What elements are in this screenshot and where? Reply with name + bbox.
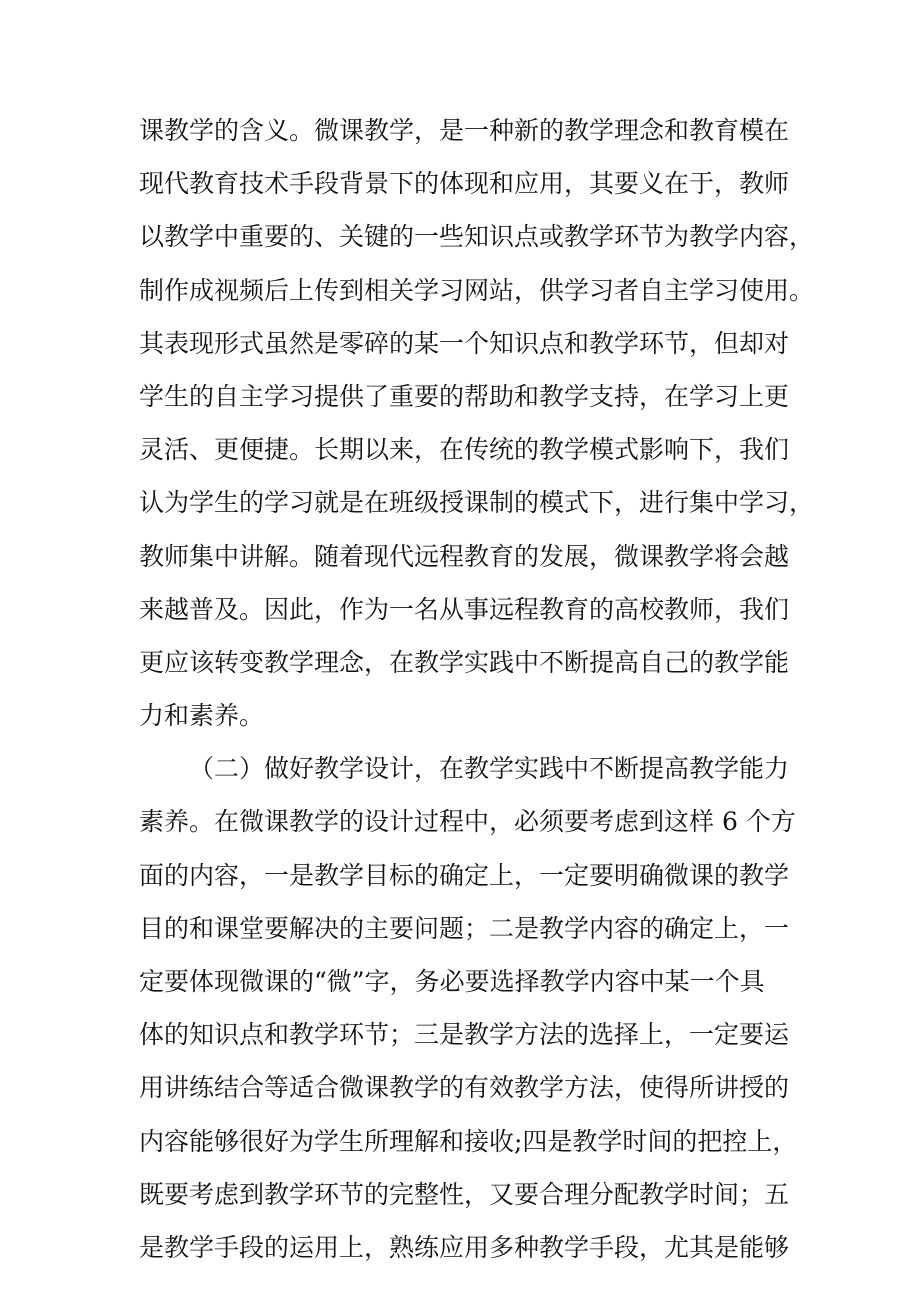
text-line: 用讲练结合等适合微课教学的有效教学方法，使得所讲授的	[139, 1073, 790, 1103]
body-text	[139, 104, 819, 1274]
text-line: 以教学中重要的、关键的一些知识点或教学环节为教学内容，	[139, 222, 815, 252]
text-line: 更应该转变教学理念，在教学实践中不断提高自己的教学能	[139, 647, 790, 677]
text-line: 内容能够很好为学生所理解和接收;四是教学时间的把控上，	[139, 1126, 798, 1156]
section-heading-line: （二）做好教学设计，在教学实践中不断提高教学能力	[189, 754, 790, 784]
text-line: 定要体现微课的“微”字，务必要选择教学内容中某一个具	[139, 967, 765, 996]
text-line: 来越普及。因此，作为一名从事远程教育的高校教师，我们	[139, 594, 790, 624]
text-line: 认为学生的学习就是在班级授课制的模式下，进行集中学习，	[139, 488, 815, 518]
text-line: 灵活、更便捷。长期以来，在传统的教学模式影响下，我们	[139, 435, 790, 465]
text-line: 现代教育技术手段背景下的体现和应用，其要义在于，教师	[139, 169, 790, 199]
text-line: 是教学手段的运用上，熟练应用多种教学手段，尤其是能够	[139, 1232, 790, 1262]
text-line: 学生的自主学习提供了重要的帮助和教学支持，在学习上更	[139, 381, 790, 411]
text-line: 课教学的含义。微课教学，是一种新的教学理念和教育模在	[139, 116, 790, 145]
text-line: 教师集中讲解。随着现代远程教育的发展，微课教学将会越	[139, 541, 790, 571]
text-line: 素养。在微课教学的设计过程中，必须要考虑到这样 6 个方	[139, 807, 796, 837]
text-line: 制作成视频后上传到相关学习网站，供学习者自主学习使用。	[139, 275, 815, 305]
text-line: 面的内容，一是教学目标的确定上，一定要明确微课的教学	[139, 860, 790, 890]
text-line: 目的和课堂要解决的主要问题；二是教学内容的确定上，一	[139, 913, 790, 943]
text-line: 力和素养。	[139, 701, 265, 731]
text-line: 既要考虑到教学环节的完整性，又要合理分配教学时间；五	[139, 1179, 790, 1209]
text-line: 体的知识点和教学环节；三是教学方法的选择上，一定要运	[139, 1020, 790, 1050]
text-line: 其表现形式虽然是零碎的某一个知识点和教学环节，但却对	[139, 328, 790, 358]
